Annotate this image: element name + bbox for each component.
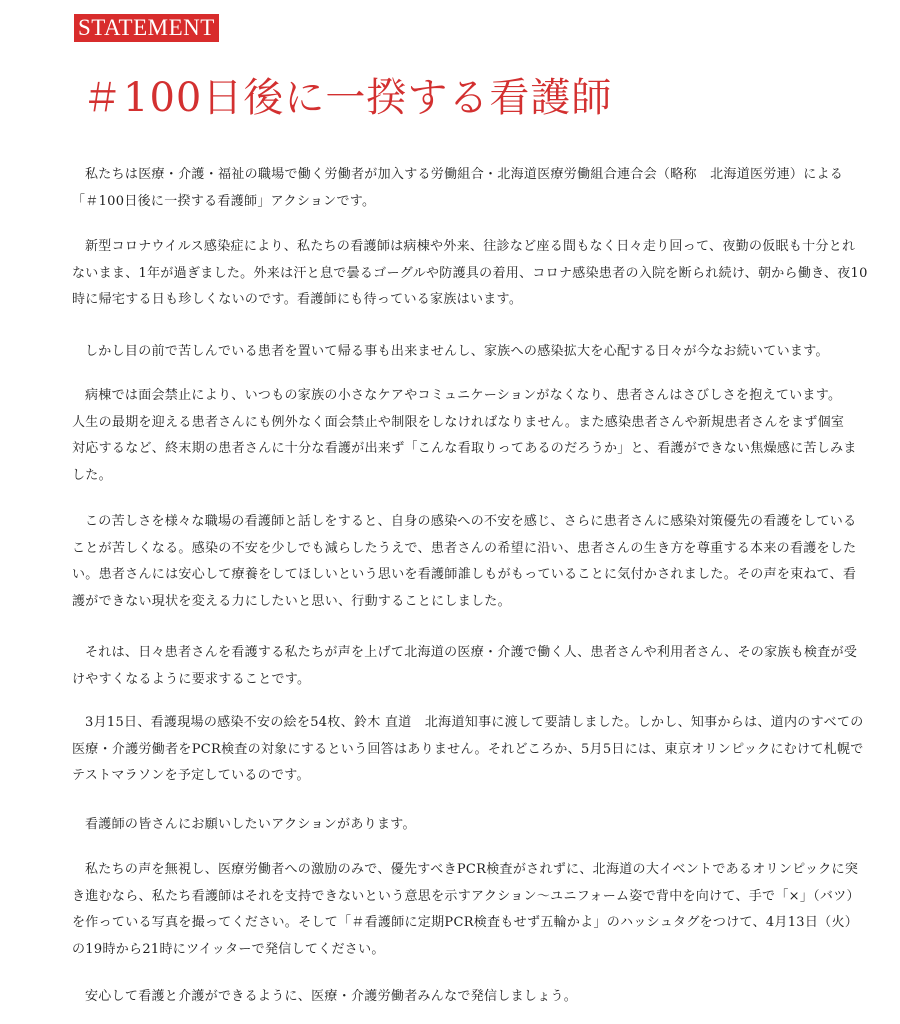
paragraph-line: した。 <box>72 467 112 483</box>
paragraph-line: 護ができない現状を変える力にしたいと思い、行動することにしました。 <box>72 593 511 609</box>
paragraph-line: けやすくなるように要求することです。 <box>72 671 311 687</box>
paragraph <box>72 640 858 693</box>
paragraph-line: ないまま、1年が過ぎました。外来は汗と息で曇るゴーグルや防護具の着用、コロナ感染患者の入院を断られ続け、朝から働き、夜10 <box>72 265 868 281</box>
paragraph <box>72 984 832 1011</box>
statement-badge: STATEMENT <box>74 14 219 42</box>
paragraph-line: を作っている写真を撮ってください。そして「＃看護師に定期PCR検査もせず五輪かよ」のハッシュタグをつけて、4月13日（火） <box>72 915 859 930</box>
paragraph-line: の19時から21時にツイッターで発信してください。 <box>72 941 385 957</box>
paragraph <box>72 162 844 215</box>
page-title: ＃100日後に一揆する看護師 <box>82 75 613 121</box>
paragraph-line: 「＃100日後に一揆する看護師」アクションです。 <box>72 193 376 209</box>
paragraph-line: 私たちの声を無視し、医療労働者への激励のみで、優先すべきPCR検査がされずに、北海道の大イベントであるオリンピックに突 <box>85 862 859 877</box>
paragraph <box>72 857 860 963</box>
paragraph-line: 看護師の皆さんにお願いしたいアクションがあります。 <box>85 817 416 832</box>
paragraph-line: しかし目の前で苦しんでいる患者を置いて帰る事も出来ませんし、家族への感染拡大を心配する日々が今なお続いています。 <box>85 344 829 359</box>
paragraph-line: それは、日々患者さんを看護する私たちが声を上げて北海道の医療・介護で働く人、患者さんや利用者さん、その家族も検査が受 <box>85 645 858 660</box>
paragraph-line: 病棟では面会禁止により、いつもの家族の小さなケアやコミュニケーションがなくなり、患者さんはさびしさを抱えています。 <box>85 388 842 403</box>
paragraph <box>72 812 832 839</box>
paragraph-line: 3月15日、看護現場の感染不安の絵を54枚、鈴木 直道 北海道知事に渡して要請しました。しかし、知事からは、道内のすべての <box>85 715 864 730</box>
paragraph-line: き進むなら、私たち看護師はそれを支持できないという意思を示すアクション〜ユニフォーム姿で背中を向けて、手で「×」（バツ） <box>72 888 860 904</box>
paragraph <box>72 234 868 314</box>
paragraph-line: 医療・介護労働者をPCR検査の対象にするという回答はありません。それどころか、5月5日には、東京オリンピックにむけて札幌で <box>72 741 864 757</box>
paragraph-line: この苦しさを様々な職場の看護師と話しをすると、自身の感染への不安を感じ、さらに患者さんに感染対策優先の看護をしている <box>85 514 857 529</box>
paragraph-line: 安心して看護と介護ができるように、医療・介護労働者みんなで発信しましょう。 <box>85 989 578 1004</box>
paragraph-line: ことが苦しくなる。感染の不安を少しでも減らしたうえで、患者さんの希望に沿い、患者さんの生き方を尊重する本来の看護をした <box>72 540 857 556</box>
paragraph-line: 私たちは医療・介護・福祉の職場で働く労働者が加入する労働組合・北海道医療労働組合連合会（略称 北海道医労連）による <box>85 167 844 182</box>
paragraph <box>72 339 832 366</box>
paragraph-line: い。患者さんには安心して療養をしてほしいという思いを看護師誰しもがもっていることに気付かされました。その声を束ねて、看 <box>72 567 857 582</box>
paragraph-line: テストマラソンを予定しているのです。 <box>72 768 310 783</box>
paragraph <box>72 710 864 790</box>
paragraph-line: 新型コロナウイルス感染症により、私たちの看護師は病棟や外来、往診など座る間もなく日々走り回って、夜勤の仮眠も十分とれ <box>85 239 856 254</box>
paragraph <box>72 383 857 489</box>
paragraph-line: 対応するなど、終末期の患者さんに十分な看護が出来ず「こんな看取りってあるのだろうか」と、看護ができない焦燥感に苦しみま <box>72 441 857 456</box>
paragraph-line: 人生の最期を迎える患者さんにも例外なく面会禁止や制限をしなければなりません。また感染患者さんや新規患者さんをまず個室 <box>72 414 845 430</box>
paragraph-line: 時に帰宅する日も珍しくないのです。看護師にも待っている家族はいます。 <box>72 292 523 307</box>
paragraph <box>72 509 857 615</box>
